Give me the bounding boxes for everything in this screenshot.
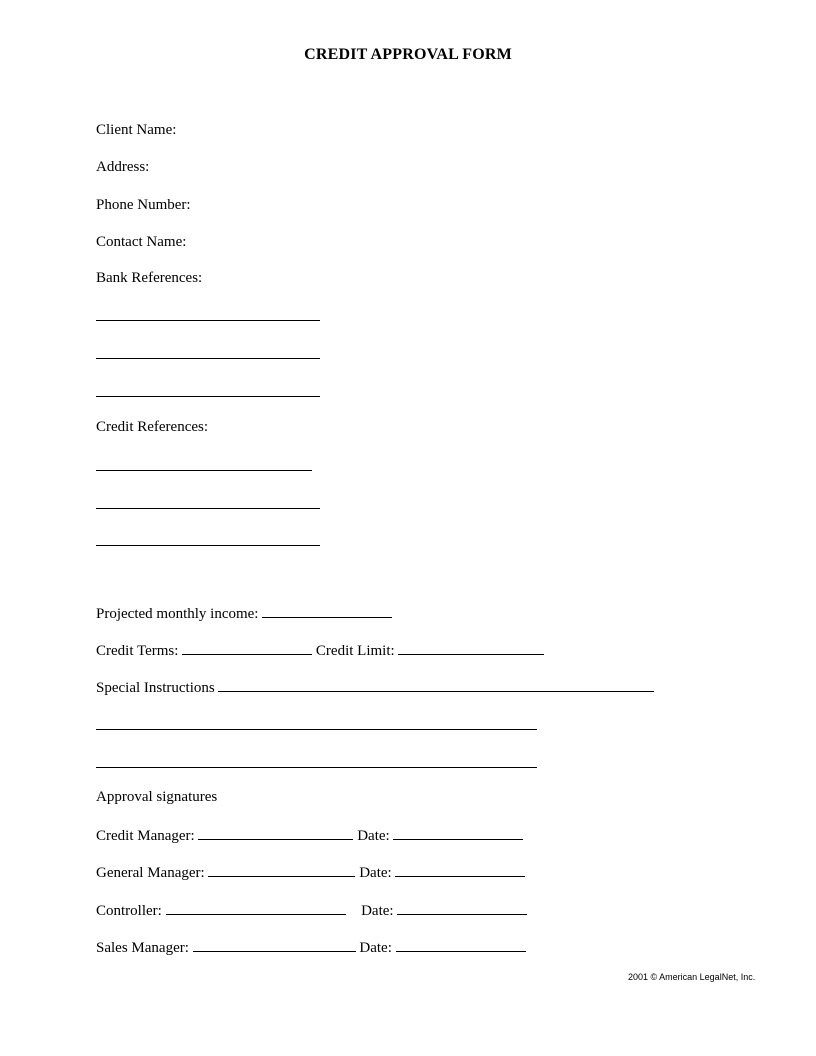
date-field[interactable] <box>393 825 523 840</box>
signature-field[interactable] <box>193 937 356 952</box>
credit-manager-row <box>96 825 523 845</box>
date-field[interactable] <box>395 862 525 877</box>
credit-terms-field[interactable] <box>182 640 312 655</box>
special-instructions-line[interactable] <box>96 729 537 730</box>
signer-label: Credit Manager: <box>96 828 195 844</box>
client-name-label: Client Name: <box>96 122 177 138</box>
special-instructions-label: Special Instructions <box>96 680 215 696</box>
date-label: Date: <box>359 865 392 881</box>
date-label: Date: <box>357 828 390 844</box>
credit-terms-label: Credit Terms: <box>96 643 179 659</box>
date-label: Date: <box>361 903 394 919</box>
signer-label: General Manager: <box>96 865 205 881</box>
credit-reference-line[interactable] <box>96 508 320 509</box>
controller-row <box>96 900 527 920</box>
address-label: Address: <box>96 159 150 175</box>
signature-field[interactable] <box>166 900 346 915</box>
special-instructions-line[interactable] <box>96 767 537 768</box>
credit-references-label: Credit References: <box>96 419 209 435</box>
credit-terms-row <box>96 640 544 660</box>
projected-income-label: Projected monthly income: <box>96 606 259 622</box>
signature-field[interactable] <box>198 825 353 840</box>
credit-reference-line[interactable] <box>96 545 320 546</box>
bank-reference-line[interactable] <box>96 396 320 397</box>
bank-references-label: Bank References: <box>96 270 203 286</box>
bank-reference-line[interactable] <box>96 320 320 321</box>
credit-reference-line[interactable] <box>96 470 312 471</box>
signature-field[interactable] <box>208 862 355 877</box>
bank-reference-line[interactable] <box>96 358 320 359</box>
date-field[interactable] <box>396 937 526 952</box>
sales-manager-row <box>96 937 526 957</box>
general-manager-row <box>96 862 525 882</box>
special-instructions-field[interactable] <box>218 677 654 692</box>
date-field[interactable] <box>397 900 527 915</box>
projected-income-row <box>96 603 392 623</box>
credit-limit-label: Credit Limit: <box>315 643 395 659</box>
copyright-footer: 2001 © American LegalNet, Inc. <box>628 972 756 982</box>
date-label: Date: <box>359 940 392 956</box>
phone-number-label: Phone Number: <box>96 197 191 213</box>
projected-income-field[interactable] <box>262 603 392 618</box>
signer-label: Controller: <box>96 903 162 919</box>
credit-limit-field[interactable] <box>398 640 544 655</box>
contact-name-label: Contact Name: <box>96 234 187 250</box>
form-title: CREDIT APPROVAL FORM <box>304 46 512 63</box>
special-instructions-row <box>96 677 654 697</box>
signer-label: Sales Manager: <box>96 940 189 956</box>
approval-signatures-heading: Approval signatures <box>96 789 218 805</box>
